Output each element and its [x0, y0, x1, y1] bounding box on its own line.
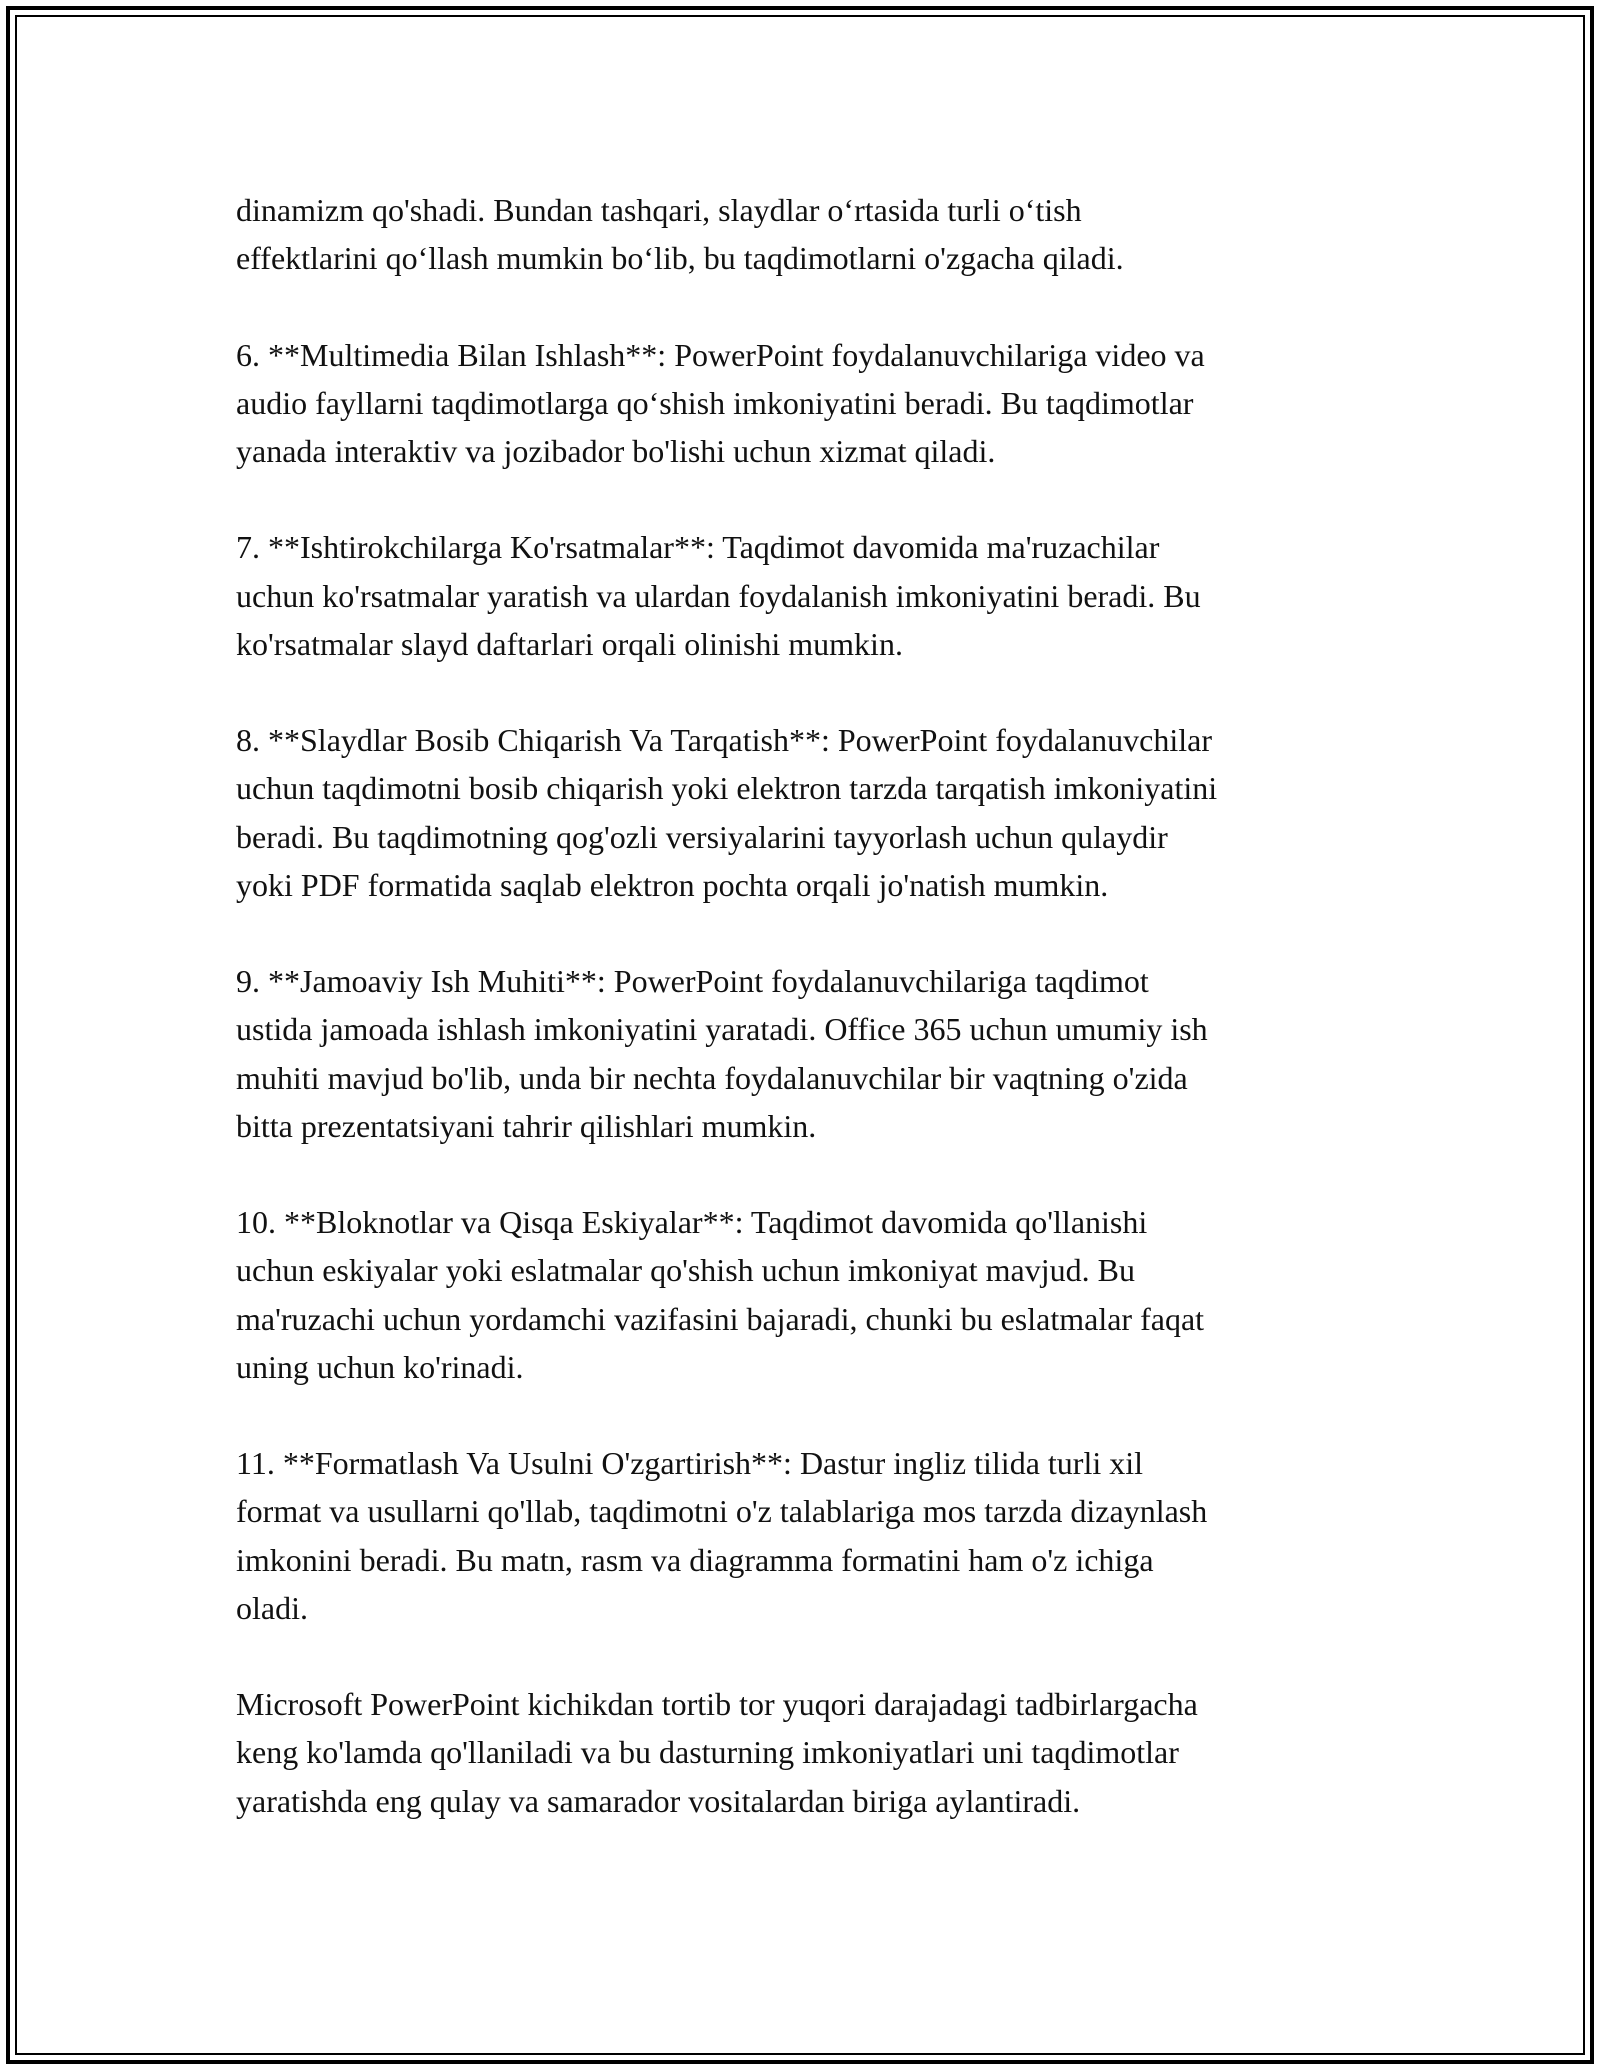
paragraph-item-10: 10. **Bloknotlar va Qisqa Eskiyalar**: Taqdimot davomida qo'llanishi uchun eskiyalar yoki eslatmalar qo'shish uchun imkoniyat mavjud. Bu ma'ruzachi uchun yordamchi vazifasini bajaradi, chunki bu eslatmalar faqat uning uchun ko'rinadi.: [236, 1204, 1205, 1385]
paragraph-intro-continuation: dinamizm qo'shadi. Bundan tashqari, slaydlar o‘rtasida turli o‘tish effektlarini qo‘llash mumkin bo‘lib, bu taqdimotlarni o'zgacha qiladi.: [236, 192, 1124, 277]
document-body: [236, 186, 1376, 1825]
paragraph-item-9: 9. **Jamoaviy Ish Muhiti**: PowerPoint foydalanuvchilariga taqdimot ustida jamoada ishlash imkoniyatini yaratadi. Office 365 uchun umumiy ish muhiti mavjud bo'lib, unda bir nechta foydalanuvchilar bir vaqtning o'zida bitta prezentatsiyani tahrir qilishlari mumkin.: [236, 963, 1208, 1144]
paragraph-item-8: 8. **Slaydlar Bosib Chiqarish Va Tarqatish**: PowerPoint foydalanuvchilar uchun taqdimotni bosib chiqarish yoki elektron tarzda tarqatish imkoniyatini beradi. Bu taqdimotning qog'ozli versiyalarini tayyorlash uchun qulaydir yoki PDF formatida saqlab elektron pochta orqali jo'natish mumkin.: [236, 722, 1218, 903]
paragraph-item-7: 7. **Ishtirokchilarga Ko'rsatmalar**: Taqdimot davomida ma'ruzachilar uchun ko'rsatmalar yaratish va ulardan foydalanish imkoniyatini beradi. Bu ko'rsatmalar slayd daftarlari orqali olinishi mumkin.: [236, 529, 1201, 662]
paragraph-conclusion: Microsoft PowerPoint kichikdan tortib tor yuqori darajadagi tadbirlargacha keng ko'lamda qo'llaniladi va bu dasturning imkoniyatlari uni taqdimotlar yaratishda eng qulay va samarador vositalardan biriga aylantiradi.: [236, 1686, 1198, 1819]
paragraph-item-6: 6. **Multimedia Bilan Ishlash**: PowerPoint foydalanuvchilariga video va audio fayllarni taqdimotlarga qo‘shish imkoniyatini beradi. Bu taqdimotlar yanada interaktiv va jozibador bo'lishi uchun xizmat qiladi.: [236, 336, 1205, 469]
paragraph-item-11: 11. **Formatlash Va Usulni O'zgartirish**: Dastur ingliz tilida turli xil format va usullarni qo'llab, taqdimotni o'z talablariga mos tarzda dizaynlash imkonini beradi. Bu matn, rasm va diagramma formatini ham o'z ichiga oladi.: [236, 1445, 1208, 1626]
